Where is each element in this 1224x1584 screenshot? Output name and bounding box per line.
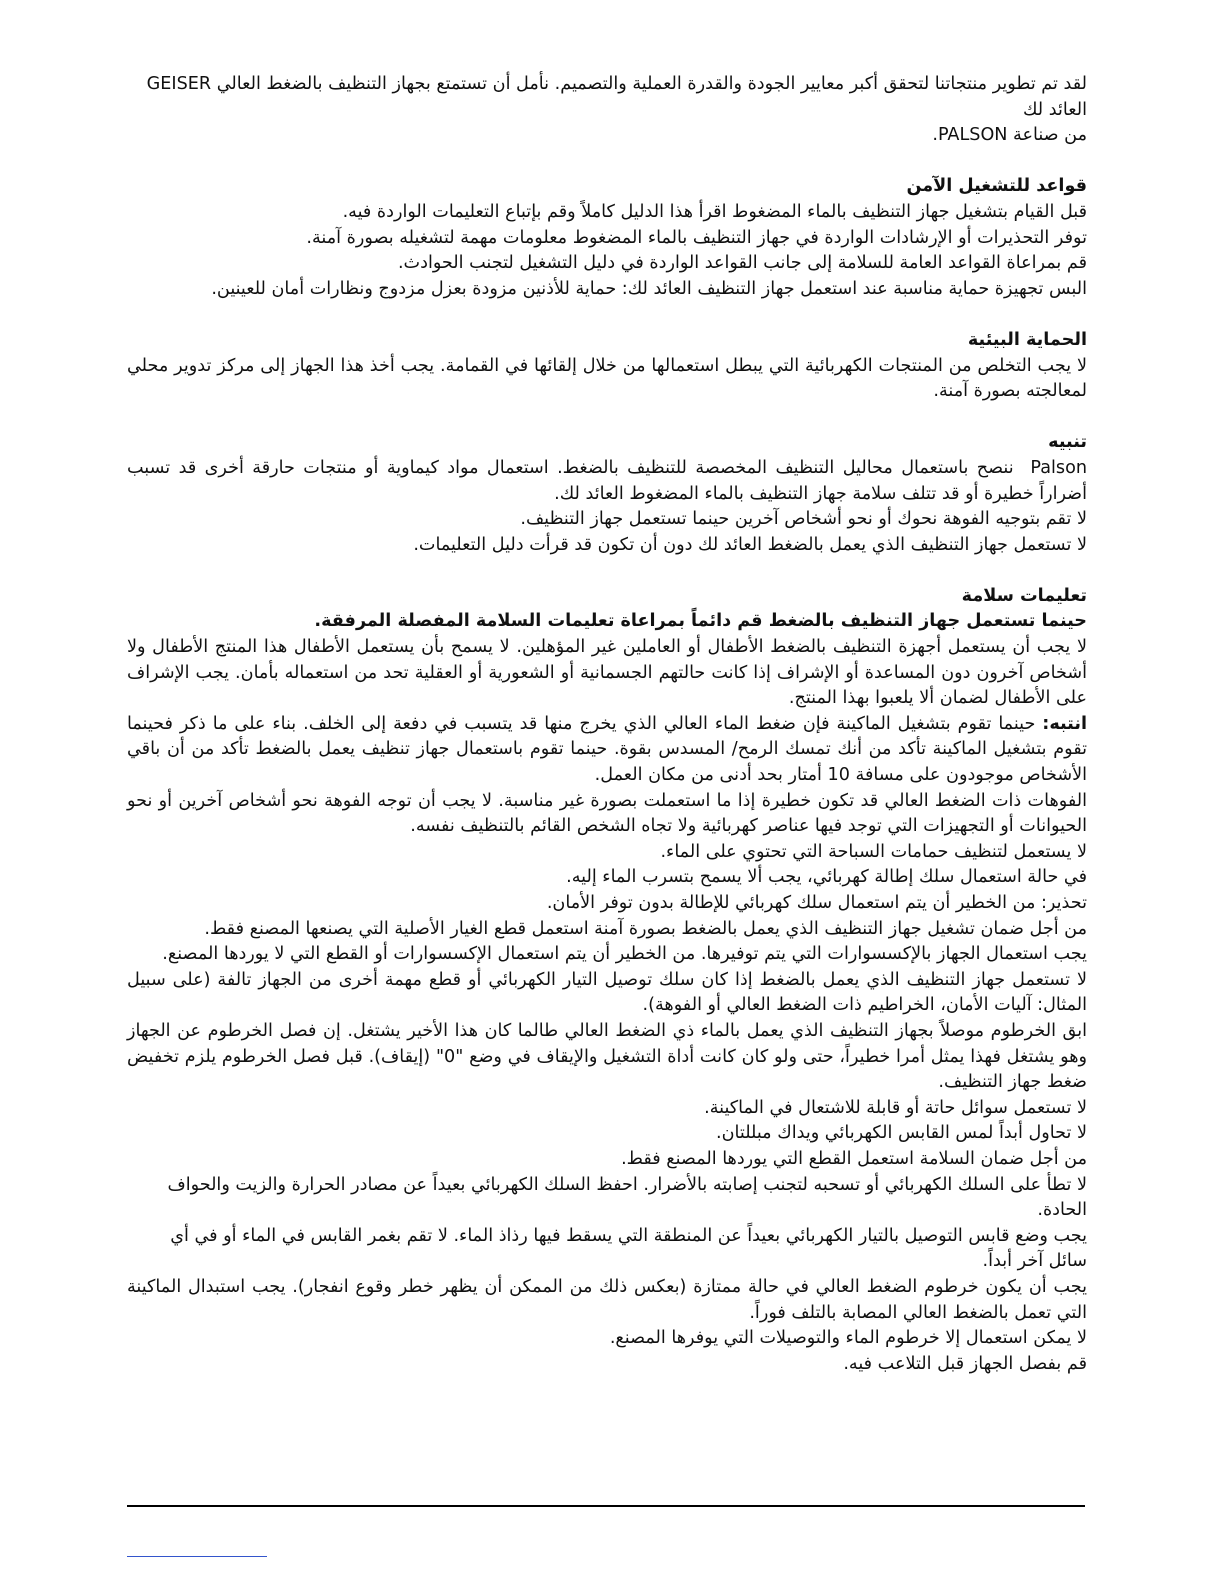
safety-children: لا يجب أن يستعمل أجهزة التنظيف بالضغط الأطفال أو العاملين غير المؤهلين. لا يسمح بأن يستعمل الأطفال هذا المنتج الأطفال ولا أشخاص آخرون دون المساعدة أو الإشراف إذا كانت حالتهم الجسمانية أو الشعورية أو العقلية تحد من استعماله بأمان. يجب الإشراف على الأطفال لضمان ألا يلعبوا بهذا المنتج. (127, 637, 1087, 709)
safety-line: يجب استعمال الجهاز بالإكسسوارات التي يتم توفيرها. من الخطير أن يتم استعمال الإكسسوارات أو القطع التي لا يوردها المصنع. (162, 944, 1087, 965)
attention-text: حينما تقوم بتشغيل الماكينة فإن ضغط الماء العالي الذي يخرج منها قد يتسبب في دفعة إلى الخلف. بناء على ما ذكر فحينما تقوم بتشغيل الماكينة تأكد من أنك تمسك الرمح/ المسدس بقوة. حينما تقوم باستعمال جهاز تنظيف يعمل بالضغط تأكد من أن باقي الأشخاص موجودون على مسافة 10 أمتار بحد أدنى من مكان العمل. (127, 713, 1087, 786)
safety-line: لا يمكن استعمال إلا خرطوم الماء والتوصيلات التي يوفرها المصنع. (609, 1328, 1087, 1349)
safety-line: تحذير: من الخطير أن يتم استعمال سلك كهربائي للإطالة بدون توفر الأمان. (546, 893, 1087, 913)
safety-line: لا تستعمل سوائل حاتة أو قابلة للاشتعال في الماكينة. (704, 1097, 1087, 1118)
safety-line: يجب وضع قابس التوصيل بالتيار الكهربائي بعيداً عن المنطقة التي يسقط فيها رذاذ الماء. لا تقم بغمر القابس في الماء أو في أي سائل آخر أبداً. (170, 1225, 1087, 1272)
safety-line: لا يستعمل لتنظيف حمامات السباحة التي تحتوي على الماء. (660, 841, 1087, 862)
safety-line: لا تطأ على السلك الكهربائي أو تسحبه لتجنب إصابته بالأضرار. احفظ السلك الكهربائي بعيداً عن مصادر الحرارة والزيت والحواف الحادة. (167, 1174, 1087, 1221)
environment-heading: الحماية البيئية (967, 329, 1087, 350)
intro-line-1: لقد تم تطوير منتجاتنا لتحقق أكبر معايير الجودة والقدرة العملية والتصميم. نأمل أن تستمتع بجهاز التنظيف بالضغط العالي GEISER العائد لك (146, 74, 1087, 120)
safety-line: من أجل ضمان السلامة استعمل القطع التي يوردها المصنع فقط. (621, 1148, 1087, 1169)
safety-nozzles: الفوهات ذات الضغط العالي قد تكون خطيرة إذا ما استعملت بصورة غير مناسبة. لا يجب أن توجه الفوهة نحو أشخاص آخرين أو نحو الحيوانات أو التجهيزات التي توجد فيها عناصر كهربائية ولا تجاه الشخص القائم بالتنظيف نفسه. (127, 790, 1087, 837)
safety-subtitle: حينما تستعمل جهاز التنظيف بالضغط قم دائماً بمراعاة تعليمات السلامة المفصلة المرفقة. (314, 611, 1087, 632)
safe-operation-line: قبل القيام بتشغيل جهاز التنظيف بالماء المضغوط اقرأ هذا الدليل كاملاً وقم بإتباع التعليمات الواردة فيه. (342, 201, 1087, 222)
environment-text: لا يجب التخلص من المنتجات الكهربائية التي يبطل استعمالها من خلال إلقائها في القمامة. يجب أخذ هذا الجهاز إلى مركز تدوير محلي لمعالجته بصورة آمنة. (127, 355, 1087, 402)
manual-page (127, 72, 1087, 1377)
warning-line: لا تستعمل جهاز التنظيف الذي يعمل بالضغط العائد لك دون أن تكون قد قرأت دليل التعليمات. (413, 534, 1087, 555)
warning-text: ننصح باستعمال محاليل التنظيف المخصصة للتنظيف بالضغط. استعمال مواد كيماوية أو منتجات حارقة أخرى قد تسبب أضراراً خطيرة أو قد تتلف سلامة جهاز التنظيف بالماء المضغوط العائد لك. (127, 457, 1087, 504)
safe-operation-line: قم بمراعاة القواعد العامة للسلامة إلى جانب القواعد الواردة في دليل التشغيل لتجنب الحوادث. (397, 253, 1087, 274)
safety-damaged: لا تستعمل جهاز التنظيف الذي يعمل بالضغط إذا كان سلك توصيل التيار الكهربائي أو قطع مهمة أخرى من الجهاز تالفة (على سبيل المثال: آليات الأمان، الخراطيم ذات الضغط العالي أو الفوهة). (127, 969, 1087, 1016)
attention-label: انتبه: (1042, 713, 1087, 734)
safe-operation-line: توفر التحذيرات أو الإرشادات الواردة في جهاز التنظيف بالماء المضغوط معلومات مهمة لتشغيله بصورة آمنة. (306, 227, 1087, 248)
safety-hose: ابق الخرطوم موصلاً بجهاز التنظيف الذي يعمل بالماء ذي الضغط العالي طالما كان هذا الأخير يشتغل. إن فصل الخرطوم عن الجهاز وهو يشتغل فهذا يمثل أمرا خطيراً، حتى ولو كان كانت أداة التشغيل والإيقاف في وضع "0" (إيقاف). قبل فصل الخرطوم يلزم تخفيض ضغط جهاز التنظيف. (127, 1020, 1087, 1093)
footnote-rule (127, 1556, 267, 1557)
safety-line: من أجل ضمان تشغيل جهاز التنظيف الذي يعمل بالضغط بصورة آمنة استعمل قطع الغيار الأصلية التي يصنعها المصنع فقط. (204, 918, 1087, 939)
safety-line: لا تحاول أبداً لمس القابس الكهربائي ويداك مبللتان. (716, 1123, 1087, 1144)
warning-line: لا تقم بتوجيه الفوهة نحوك أو نحو أشخاص آخرين حينما تستعمل جهاز التنظيف. (520, 509, 1087, 530)
safety-line: في حالة استعمال سلك إطالة كهربائي، يجب ألا يسمح بتسرب الماء إليه. (566, 867, 1087, 888)
safe-operation-line: البس تجهيزة حماية مناسبة عند استعمل جهاز التنظيف العائد لك: حماية للأذنين مزودة بعزل مزدوج ونظارات أمان للعينين. (211, 278, 1087, 299)
warning-paragraph (127, 456, 1087, 507)
intro-line-2: من صناعة PALSON. (932, 125, 1087, 146)
safety-line: قم بفصل الجهاز قبل التلاعب فيه. (843, 1353, 1087, 1374)
safety-attention (127, 712, 1087, 789)
warning-heading: تنبيه (1048, 432, 1087, 453)
safe-operation-heading: قواعد للتشغيل الآمن (906, 176, 1087, 197)
brand-name: Palson (1030, 457, 1087, 478)
safety-hose-condition: يجب أن يكون خرطوم الضغط العالي في حالة ممتازة (بعكس ذلك من الممكن أن يظهر خطر وقوع انفجار). يجب استبدال الماكينة التي تعمل بالضغط العالي المصابة بالتلف فوراً. (127, 1276, 1087, 1323)
safety-heading: تعليمات سلامة (961, 585, 1087, 606)
page-bottom-rule (127, 1505, 1085, 1507)
